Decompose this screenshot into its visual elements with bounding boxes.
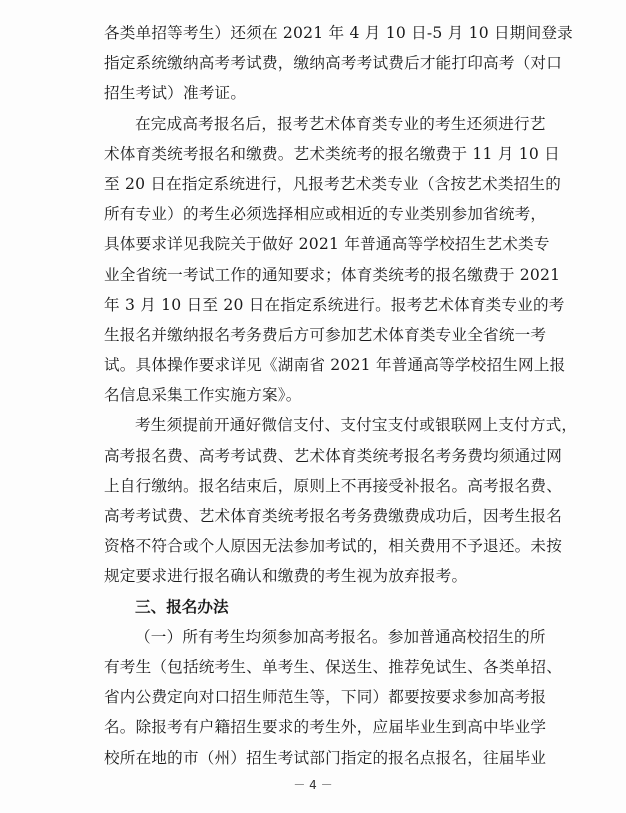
- section-heading: 三、报名办法: [135, 597, 229, 616]
- text-line: 在完成高考报名后，报考艺术体育类专业的考生还须进行艺: [135, 114, 546, 133]
- text-line: 省内公费定向对口招生师范生等，下同）都要按要求参加高考报: [104, 688, 547, 707]
- document-body: [104, 18, 578, 773]
- text-line: （一）所有考生均须参加高考报名。参加普通高校招生的所: [135, 627, 546, 646]
- text-line: 业全省统一考试工作的通知要求；体育类统考的报名缴费于 2021: [104, 265, 561, 284]
- text-line: 名信息采集工作实施方案》。: [104, 386, 302, 405]
- text-line: 生报名并缴纳报名考务费后方可参加艺术体育类专业全省统一考: [104, 325, 547, 344]
- paragraph-registration-method: [104, 622, 563, 773]
- paragraph-online-payment: [104, 410, 578, 591]
- text-line: 高考报名费、高考考试费、艺术体育类统考报名考务费均须通过网: [104, 446, 563, 465]
- text-line: 年 3 月 10 日至 20 日在指定系统进行。报考艺术体育类专业的考: [104, 295, 565, 314]
- text-line: 考生须提前开通好微信支付、支付宝支付或银联网上支付方式，: [135, 416, 578, 435]
- text-line: 高考考试费、艺术体育类统考报名考务费缴费成功后，因考生报名: [104, 507, 563, 525]
- text-line: 招生考试）准考证。: [104, 84, 247, 103]
- text-line: 各类单招等考生）还须在 2021 年 4 月 10 日-5 月 10 日期间登录: [104, 24, 573, 42]
- text-line: 校所在地的市（州）招生考试部门指定的报名点报名，往届毕业: [104, 748, 547, 767]
- text-line: 所有专业）的考生必须选择相应或相近的专业类别参加省统考，: [104, 205, 547, 224]
- paragraph-fee-payment-deadline: [104, 18, 573, 109]
- text-line: 术体育类统考报名和缴费。艺术类统考的报名缴费于 11 月 10 日: [104, 144, 560, 163]
- text-line: 有考生（包括统考生、单考生、保送生、推荐免试生、各类单招、: [104, 657, 563, 676]
- page-number: － 4 －: [293, 778, 333, 792]
- text-line: 至 20 日在指定系统进行，凡报考艺术类专业（含按艺术类招生的: [104, 174, 561, 193]
- text-line: 资格不符合或个人原因无法参加考试的，相关费用不予退还。未按: [104, 537, 563, 556]
- text-line: 具体要求详见我院关于做好 2021 年普通高等学校招生艺术类专: [104, 235, 550, 254]
- text-line: 试。具体操作要求详见《湖南省 2021 年普通高等学校招生网上报: [104, 356, 566, 375]
- text-line: 名。除报考有户籍招生要求的考生外，应届毕业生到高中毕业学: [104, 718, 547, 737]
- text-line: 规定要求进行报名确认和缴费的考生视为放弃报考。: [104, 567, 468, 586]
- text-line: 上自行缴纳。报名结束后，原则上不再接受补报名。高考报名费、: [104, 476, 563, 495]
- text-line: 指定系统缴纳高考考试费，缴纳高考考试费后才能打印高考（对口: [104, 54, 563, 73]
- paragraph-art-sports-registration: [104, 109, 566, 411]
